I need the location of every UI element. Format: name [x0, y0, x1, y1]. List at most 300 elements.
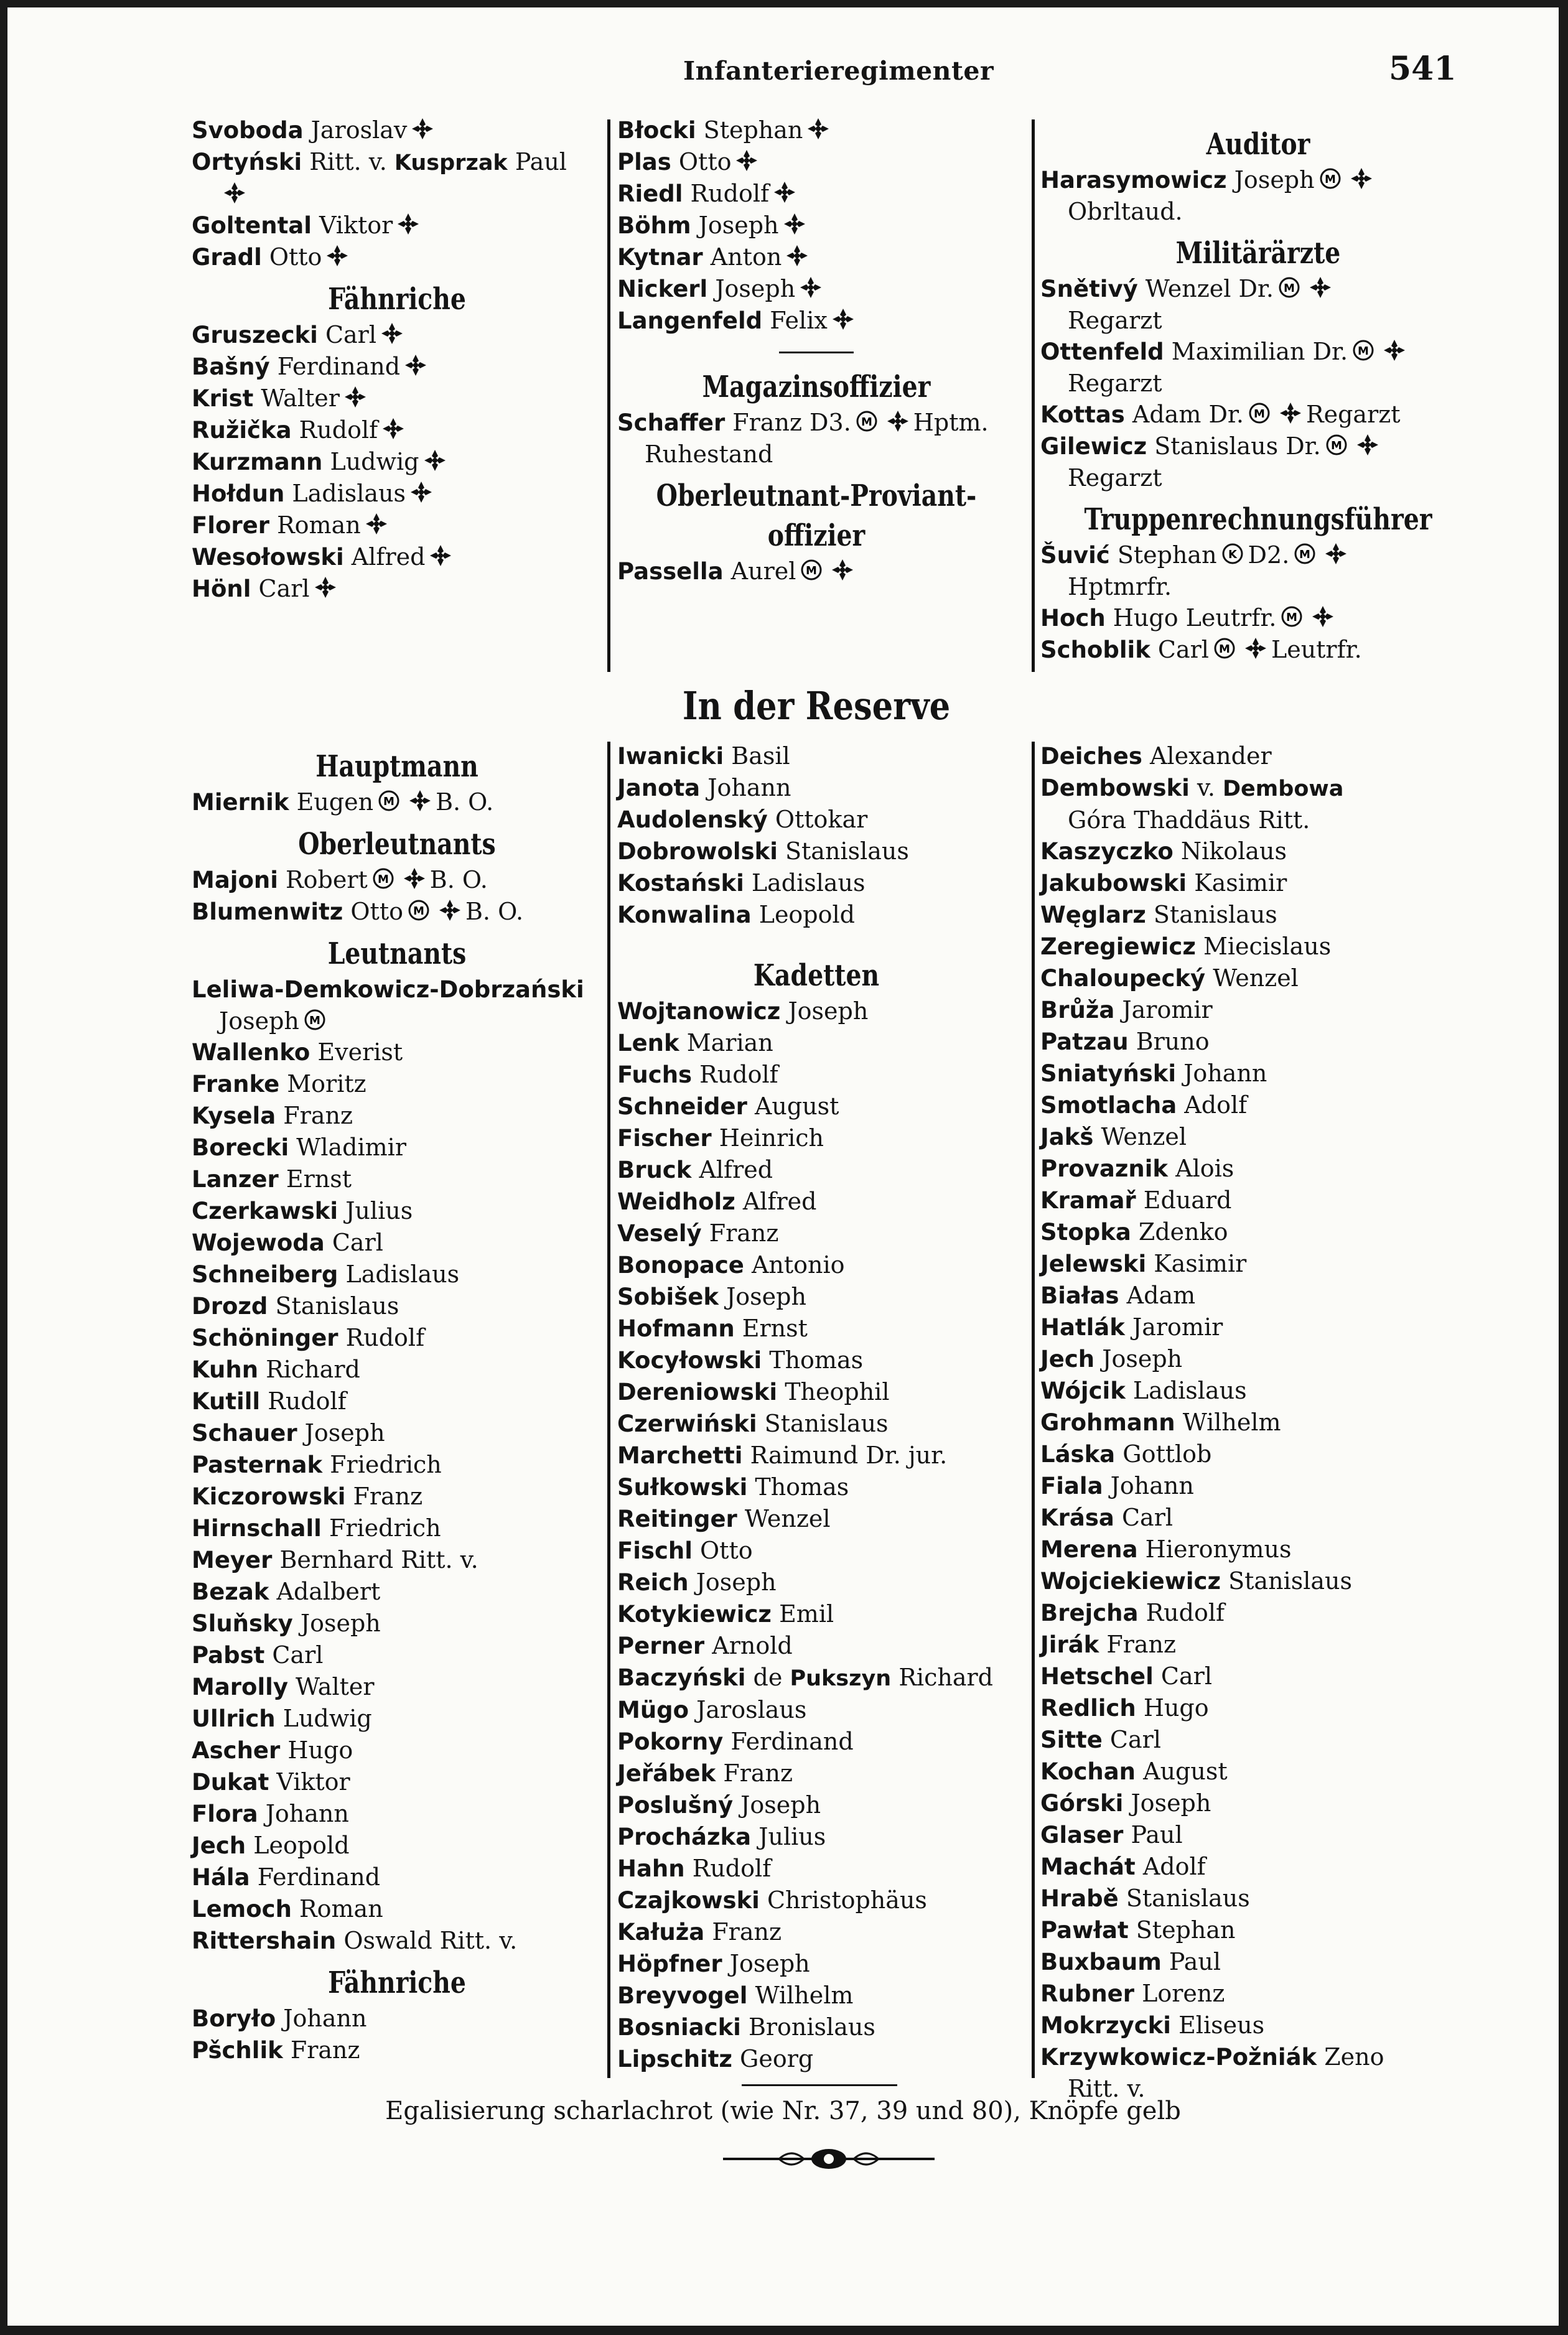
given-name-extra: Richard	[898, 1664, 993, 1691]
section-heading: Magazinsoffizier	[702, 370, 931, 404]
roster-entry	[1040, 1216, 1476, 1248]
surname: Czajkowski	[617, 1887, 760, 1914]
given-name: Franz	[290, 2036, 360, 2064]
surname: Mokrzycki	[1040, 2012, 1171, 2039]
roster-entry	[192, 478, 602, 510]
svg-text:M: M	[377, 873, 389, 886]
given-name: Leopold	[758, 901, 855, 928]
maltese-cross-icon	[799, 276, 823, 299]
surname: Hoch	[1040, 605, 1106, 632]
roster-entry	[617, 1345, 1015, 1376]
surname: Janota	[617, 775, 701, 801]
given-name: Julius	[758, 1823, 826, 1850]
given-name: Johann	[1183, 1060, 1267, 1087]
svg-text:M: M	[1284, 282, 1295, 295]
given-name: Jaroslaus	[696, 1696, 807, 1723]
surname: Węglarz	[1040, 902, 1146, 928]
given-name: Zeno	[1324, 2043, 1384, 2071]
given-name: Bronislaus	[748, 2013, 875, 2041]
roster-entry	[192, 319, 602, 351]
given-name: Adolf	[1142, 1853, 1206, 1880]
given-name: Gottlob	[1122, 1440, 1212, 1468]
surname: Procházka	[617, 1824, 752, 1850]
roster-entry	[1040, 1248, 1476, 1280]
surname: Ullrich	[192, 1705, 276, 1732]
given-name: Jaromir	[1122, 996, 1213, 1023]
surname: Dembowski	[1040, 775, 1190, 801]
circled-m-icon	[855, 409, 879, 433]
roster-entry	[192, 974, 602, 1005]
surname: Boryło	[192, 2005, 276, 2032]
document-page	[7, 7, 1559, 2326]
svg-text:M: M	[1324, 173, 1336, 186]
surname: Deiches	[1040, 743, 1142, 770]
circled-m-icon	[1280, 605, 1304, 628]
given-name: Paul	[1131, 1821, 1183, 1848]
roster-entry	[1040, 994, 1476, 1026]
roster-entry	[617, 1789, 1015, 1821]
given-name: August	[754, 1093, 839, 1120]
column-right-top	[1040, 118, 1476, 666]
surname: Harasymowicz	[1040, 167, 1227, 193]
section-heading: Truppenrechnungsführer	[1084, 502, 1432, 537]
roster-entry	[617, 740, 1015, 772]
given-name: Friedrich	[329, 1514, 441, 1542]
roster-entry	[617, 836, 1015, 867]
entry-continuation	[1040, 804, 1476, 836]
circled-m-icon	[1351, 338, 1375, 362]
surname: Höpfner	[617, 1950, 722, 1977]
given-name: Thomas	[769, 1346, 864, 1374]
given-name: Georg	[740, 2045, 814, 2072]
surname: Jirák	[1040, 1631, 1099, 1658]
svg-text:M: M	[1358, 345, 1370, 358]
given-name: Kasimir	[1154, 1250, 1247, 1277]
given-name: Ferdinand	[277, 353, 401, 380]
roster-entry	[192, 1735, 602, 1766]
surname: Kiczorowski	[192, 1483, 346, 1510]
given-name: Stanislaus Dr.	[1154, 432, 1321, 460]
given-name: Basil	[731, 742, 790, 770]
roster-entry	[1040, 1438, 1476, 1470]
roster-entry	[1040, 740, 1476, 772]
roster-entry	[1040, 273, 1476, 305]
given-name: Carl	[1121, 1504, 1174, 1531]
roster-entry	[1040, 336, 1476, 368]
surname: Hatlák	[1040, 1314, 1125, 1341]
surname: Lanzer	[192, 1166, 279, 1193]
roster-entry	[617, 1408, 1015, 1440]
given-name: Johann	[265, 1800, 349, 1827]
roster-entry	[617, 1694, 1015, 1726]
surname: Jakš	[1040, 1124, 1094, 1150]
given-name: Eugen	[296, 788, 374, 816]
maltese-cross-icon	[403, 867, 426, 890]
surname: Bezak	[192, 1578, 269, 1605]
circled-m-icon	[1293, 542, 1317, 566]
roster-entry	[1040, 2010, 1476, 2041]
roster-entry	[1040, 164, 1476, 196]
roster-entry	[1040, 1058, 1476, 1089]
given-name: Hugo	[1143, 1694, 1209, 1722]
given-name: Carl	[325, 321, 376, 348]
given-name: Heinrich	[719, 1124, 824, 1152]
roster-entry	[617, 1535, 1015, 1567]
entry-continuation	[1040, 571, 1476, 602]
roster-entry	[1040, 1375, 1476, 1407]
maltese-cross-icon	[409, 480, 433, 504]
given-name: Wenzel	[1101, 1123, 1187, 1150]
roster-entry	[192, 1576, 602, 1608]
surname: Kochan	[1040, 1758, 1136, 1785]
svg-text:M: M	[1299, 548, 1311, 561]
given-name: Joseph	[726, 1283, 806, 1310]
surname-extra: Kusprzak	[394, 151, 508, 175]
roster-entry	[617, 1885, 1015, 1916]
surname: Sitte	[1040, 1727, 1103, 1753]
section-heading: Fähnriche	[328, 282, 466, 317]
surname: Perner	[617, 1633, 705, 1659]
roster-entry	[192, 1703, 602, 1735]
given-name: Nikolaus	[1180, 837, 1287, 865]
maltese-cross-icon	[831, 307, 855, 331]
roster-entry	[617, 1186, 1015, 1218]
continuation-text: Ruhestand	[645, 440, 773, 468]
roster-entry	[192, 541, 602, 573]
surname: Wojewoda	[192, 1229, 325, 1256]
surname: Pabst	[192, 1642, 265, 1669]
given-name: Zdenko	[1138, 1218, 1228, 1246]
ornament-icon	[723, 2143, 935, 2174]
column-middle-reserve	[617, 740, 1015, 2075]
given-name: Theophil	[785, 1378, 890, 1405]
given-name: de	[753, 1664, 783, 1691]
given-name: Eduard	[1143, 1186, 1232, 1214]
entry-continuation	[192, 1005, 602, 1037]
given-name: Alfred	[742, 1188, 817, 1215]
surname: Baczyński	[617, 1664, 746, 1691]
section-heading: Oberleutnant-Proviant-offizier	[656, 478, 977, 553]
surname: Sułkowski	[617, 1474, 748, 1501]
circled-m-icon	[1318, 167, 1342, 190]
given-name: Adam	[1126, 1282, 1196, 1309]
roster-entry	[617, 178, 1015, 210]
roster-entry	[617, 1726, 1015, 1758]
roster-entry	[1040, 1153, 1476, 1185]
maltese-cross-icon	[381, 417, 405, 440]
surname: Patzau	[1040, 1028, 1129, 1055]
surname: Plas	[617, 149, 671, 175]
given-name: Miecislaus	[1203, 933, 1332, 960]
surname: Leliwa-Demkowicz-Dobrzański	[192, 976, 584, 1003]
roster-entry	[617, 1471, 1015, 1503]
maltese-cross-icon	[785, 244, 809, 268]
roster-entry	[1040, 1756, 1476, 1787]
surname: Gruszecki	[192, 322, 318, 348]
roster-entry	[192, 1195, 602, 1227]
given-name: Johann	[707, 774, 791, 801]
given-name: Johann	[283, 2005, 367, 2032]
roster-entry	[192, 1671, 602, 1703]
given-name: Ferdinand	[257, 1863, 381, 1891]
given-name: Franz	[723, 1759, 793, 1787]
surname: Iwanicki	[617, 743, 724, 770]
rank-note: Leutrfr.	[1271, 636, 1362, 663]
maltese-cross-icon	[404, 353, 427, 377]
given-name: Wilhelm	[755, 1982, 854, 2009]
surname: Brůža	[1040, 997, 1115, 1023]
given-name: Christophäus	[767, 1886, 927, 1914]
given-name: Robert	[286, 866, 368, 893]
surname: Mügo	[617, 1697, 689, 1723]
section-heading: Oberleutnants	[298, 827, 496, 862]
roster-entry	[617, 1853, 1015, 1885]
given-name: August	[1143, 1758, 1228, 1785]
roster-entry	[192, 1037, 602, 1068]
given-name: Paul	[1169, 1948, 1221, 1975]
surname: Böhm	[617, 212, 691, 239]
surname: Audolenský	[617, 806, 768, 833]
roster-entry	[192, 1354, 602, 1386]
given-name: Stephan	[1136, 1916, 1236, 1944]
surname: Jech	[1040, 1346, 1095, 1373]
section-heading: Auditor	[1206, 127, 1310, 162]
circled-m-icon	[371, 867, 395, 890]
given-name: Otto	[700, 1537, 753, 1564]
surname: Stopka	[1040, 1219, 1131, 1246]
given-name: Anton	[710, 243, 782, 271]
surname: Lipschitz	[617, 2046, 732, 2072]
maltese-cross-icon	[1244, 636, 1267, 660]
roster-entry	[617, 1662, 1015, 1694]
surname: Jech	[192, 1832, 246, 1859]
surname: Białas	[1040, 1282, 1119, 1309]
roster-entry	[1040, 1597, 1476, 1629]
roster-entry	[1040, 1502, 1476, 1534]
roster-entry	[617, 114, 1015, 146]
roster-entry	[192, 1830, 602, 1862]
surname: Jelewski	[1040, 1251, 1147, 1277]
roster-entry	[1040, 1565, 1476, 1597]
circled-m-icon	[1248, 401, 1271, 425]
surname: Florer	[192, 512, 269, 539]
roster-entry	[1040, 899, 1476, 931]
surname: Schaffer	[617, 409, 726, 436]
surname: Bonopace	[617, 1252, 744, 1279]
maltese-cross-icon	[806, 117, 830, 141]
given-name: Aurel	[730, 557, 796, 585]
given-name: v.	[1197, 774, 1215, 801]
surname: Pawłat	[1040, 1917, 1129, 1944]
section-heading: Leutnants	[327, 936, 467, 971]
continuation-text: Joseph	[219, 1007, 299, 1035]
section-heading: Militärärzte	[1175, 236, 1341, 271]
entry-continuation	[1040, 462, 1476, 493]
given-name: Franz	[709, 1219, 779, 1247]
roster-entry	[1040, 962, 1476, 994]
given-name: Johann	[1110, 1472, 1194, 1499]
maltese-cross-icon	[408, 789, 432, 813]
surname: Hönl	[192, 576, 251, 602]
roster-entry	[192, 2034, 602, 2066]
roster-entry	[1040, 1692, 1476, 1724]
maltese-cross-icon	[783, 212, 806, 236]
given-name: Viktor	[276, 1768, 350, 1796]
given-name: Franz	[283, 1102, 353, 1129]
roster-entry	[1040, 1914, 1476, 1946]
roster-entry	[1040, 1883, 1476, 1914]
section-rule	[779, 352, 854, 353]
surname: Jakubowski	[1040, 870, 1187, 897]
surname: Brejcha	[1040, 1600, 1139, 1626]
surname: Dereniowski	[617, 1379, 778, 1405]
given-name: Felix	[770, 307, 828, 334]
given-name: Everist	[317, 1038, 403, 1066]
surname: Machát	[1040, 1853, 1136, 1880]
roster-entry	[192, 383, 602, 414]
maltese-cross-icon	[396, 212, 420, 236]
roster-entry	[617, 305, 1015, 337]
roster-entry	[192, 864, 602, 896]
surname: Kotykiewicz	[617, 1601, 772, 1628]
rank-note: D2.	[1248, 541, 1290, 569]
roster-entry	[192, 1386, 602, 1417]
rank-note: Hptm.	[913, 409, 989, 436]
entry-continuation	[1040, 305, 1476, 336]
roster-entry	[1040, 2041, 1476, 2073]
maltese-cross-icon	[1383, 338, 1406, 362]
given-name: Oswald Ritt. v.	[343, 1927, 518, 1954]
given-name: Otto	[350, 898, 403, 925]
column-left-top	[192, 114, 602, 605]
surname-extra: Pukszyn	[790, 1666, 892, 1691]
surname: Kurzmann	[192, 449, 323, 475]
surname: Lenk	[617, 1030, 679, 1056]
roster-entry	[192, 1417, 602, 1449]
surname: Kałuża	[617, 1919, 705, 1946]
surname: Hofmann	[617, 1315, 735, 1342]
given-name: Franz	[712, 1918, 782, 1946]
given-name: Joseph	[1131, 1789, 1211, 1817]
surname: Blumenwitz	[192, 898, 343, 925]
surname: Krzywkowicz-Požniák	[1040, 2044, 1317, 2071]
roster-entry	[192, 114, 602, 146]
given-name: Maximilian Dr.	[1171, 338, 1348, 365]
given-name: Roman	[277, 511, 361, 539]
maltese-cross-icon	[1356, 433, 1379, 457]
roster-entry	[1040, 836, 1476, 867]
surname: Grohmann	[1040, 1409, 1175, 1436]
spacer	[617, 931, 1015, 949]
maltese-cross-icon	[411, 117, 434, 141]
given-name: Rudolf	[699, 1061, 778, 1088]
roster-entry	[617, 995, 1015, 1027]
svg-text:M: M	[1286, 611, 1298, 624]
given-name: Hugo	[287, 1736, 353, 1764]
svg-text:M: M	[1330, 439, 1342, 452]
surname: Dukat	[192, 1769, 269, 1796]
roster-entry	[617, 1154, 1015, 1186]
surname: Hołdun	[192, 480, 285, 507]
given-name: Alois	[1175, 1155, 1234, 1182]
given-name: Adolf	[1184, 1091, 1248, 1119]
section-heading: Kadetten	[753, 958, 880, 993]
surname: Lemoch	[192, 1896, 292, 1923]
maltese-cross-icon	[423, 449, 447, 472]
roster-entry	[192, 1925, 602, 1957]
roster-entry	[1040, 399, 1476, 431]
given-name: Franz	[1106, 1631, 1177, 1658]
surname: Kysela	[192, 1102, 276, 1129]
roster-entry	[617, 1313, 1015, 1345]
svg-text:M: M	[861, 416, 872, 429]
roster-entry	[617, 556, 1015, 587]
given-name: Stanislaus	[1153, 901, 1277, 928]
surname: Hahn	[617, 1855, 685, 1882]
roster-entry	[617, 146, 1015, 178]
column-middle-top	[617, 114, 1015, 587]
surname: Fuchs	[617, 1061, 693, 1088]
column-left-reserve	[192, 740, 602, 2066]
surname: Krist	[192, 385, 254, 412]
roster-entry	[192, 2003, 602, 2034]
given-name: Joseph	[304, 1419, 385, 1447]
roster-entry	[617, 1122, 1015, 1154]
roster-entry	[617, 1249, 1015, 1281]
given-name: Rudolf	[692, 1855, 772, 1882]
roster-entry	[192, 1893, 602, 1925]
roster-entry	[192, 1132, 602, 1163]
given-name: Emil	[779, 1600, 834, 1628]
roster-entry	[1040, 1946, 1476, 1978]
given-name: Carl	[1160, 1662, 1212, 1690]
roster-entry	[192, 1766, 602, 1798]
roster-entry	[192, 896, 602, 928]
surname: Kaszyczko	[1040, 838, 1174, 865]
given-name: Ernst	[742, 1315, 808, 1342]
given-name: Joseph	[696, 1568, 777, 1596]
given-name: Wilhelm	[1182, 1409, 1281, 1436]
circled-m-icon	[407, 898, 431, 922]
continuation-text: Regarzt	[1068, 307, 1162, 334]
surname: Zeregiewicz	[1040, 933, 1196, 960]
surname: Wojtanowicz	[617, 998, 781, 1025]
surname: Miernik	[192, 789, 289, 816]
roster-entry	[617, 1440, 1015, 1471]
surname: Chaloupecký	[1040, 965, 1206, 992]
roster-entry	[1040, 1185, 1476, 1216]
surname: Bosniacki	[617, 2014, 741, 2041]
svg-text:M: M	[309, 1014, 320, 1027]
surname: Schoblik	[1040, 636, 1150, 663]
surname: Czerwiński	[617, 1410, 757, 1437]
roster-entry	[617, 1980, 1015, 2011]
surname: Wesołowski	[192, 544, 344, 571]
given-name: Adalbert	[276, 1578, 381, 1605]
svg-text:M: M	[806, 564, 818, 577]
roster-entry	[192, 1862, 602, 1893]
surname: Merena	[1040, 1536, 1138, 1563]
roster-entry	[617, 241, 1015, 273]
given-name: Franz	[353, 1483, 423, 1510]
given-name: Ernst	[286, 1165, 352, 1193]
roster-entry	[617, 1948, 1015, 1980]
roster-entry	[1040, 1089, 1476, 1121]
given-name: Friedrich	[330, 1451, 442, 1478]
surname: Kottas	[1040, 401, 1125, 428]
maltese-cross-icon	[365, 512, 388, 536]
roster-entry	[1040, 931, 1476, 962]
